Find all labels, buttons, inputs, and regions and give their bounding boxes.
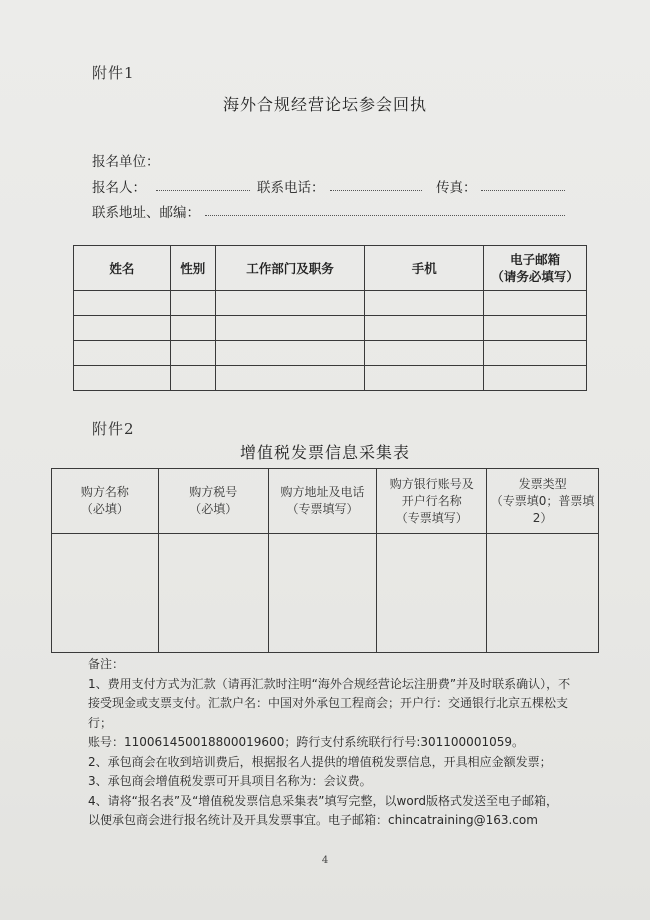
header-text: 购方名称 xyxy=(80,485,129,499)
cell-gender[interactable] xyxy=(170,341,215,366)
header-text: 购方银行账号及 xyxy=(389,476,474,491)
page-number: 4 xyxy=(321,855,329,866)
notes-line: 接受现金或支票支付。汇款户名：中国对外承包工程商会；开户行：交通银行北京五棵松支行； xyxy=(88,696,569,730)
cell-invoice-type[interactable] xyxy=(487,534,599,653)
table-row xyxy=(74,341,587,366)
invoice-table-header xyxy=(52,469,599,534)
header-email-title: 电子邮箱 xyxy=(510,252,561,267)
fax-blank-line[interactable] xyxy=(481,190,565,191)
notes-title: 备注： xyxy=(88,657,125,671)
notes-line: 账号：110061450018800019600；跨行支付系统联行行号:301100001059。 xyxy=(88,735,524,749)
cell-name[interactable] xyxy=(74,291,171,316)
cell-gender[interactable] xyxy=(170,366,215,391)
cell-name[interactable] xyxy=(74,341,171,366)
notes-line: 4、请将“报名表”及“增值税发票信息采集表”填写完整，以word版格式发送至电子邮箱， xyxy=(88,793,559,808)
header-note: （必填） xyxy=(189,502,238,516)
header-name: 姓名 xyxy=(74,246,171,291)
header-buyer-bank xyxy=(377,469,487,534)
cell-mobile[interactable] xyxy=(365,316,484,341)
header-mobile: 手机 xyxy=(365,246,484,291)
cell-gender[interactable] xyxy=(170,291,215,316)
cell-buyer-address-phone[interactable] xyxy=(268,534,377,653)
fax-field-label: 传真： xyxy=(436,180,477,196)
header-department: 工作部门及职务 xyxy=(215,246,365,291)
cell-department[interactable] xyxy=(215,366,365,391)
cell-buyer-tax-id[interactable] xyxy=(158,534,268,653)
person-field-label: 报名人： xyxy=(92,180,146,196)
cell-mobile[interactable] xyxy=(365,366,484,391)
header-note: （专票填写） xyxy=(286,502,359,516)
notes-line: 1、费用支付方式为汇款（请再汇款时注明“海外合规经营论坛注册费”并及时联系确认），不 xyxy=(88,676,571,691)
phone-field-label: 联系电话： xyxy=(257,180,325,196)
header-note: （必填） xyxy=(80,502,129,516)
table-row xyxy=(74,366,587,391)
header-invoice-type xyxy=(487,469,599,534)
address-field-label: 联系地址、邮编： xyxy=(92,205,200,221)
header-buyer-tax-id xyxy=(158,469,268,534)
registration-table xyxy=(73,245,587,391)
header-email xyxy=(484,246,587,291)
notes-line: 2、承包商会在收到培训费后，根据报名人提供的增值税发票信息，开具相应金额发票； xyxy=(88,754,552,769)
invoice-info-table xyxy=(51,468,599,653)
header-text: 购方地址及电话 xyxy=(280,485,365,499)
notes-line: 以便承包商会进行报名统计及开具发票事宜。电子邮箱：chincatraining@163.com xyxy=(88,813,538,827)
header-note: （专票填0；普票填 xyxy=(490,493,595,508)
attachment-2-label: 附件2 xyxy=(92,420,135,438)
address-blank-line[interactable] xyxy=(205,215,565,216)
header-note: 2） xyxy=(532,510,553,525)
attachment-1-label: 附件1 xyxy=(92,64,135,82)
cell-email[interactable] xyxy=(484,316,587,341)
header-buyer-name xyxy=(52,469,159,534)
table-row xyxy=(74,291,587,316)
registration-form-title: 海外合规经营论坛参会回执 xyxy=(222,95,427,114)
cell-mobile[interactable] xyxy=(365,341,484,366)
header-email-note: （请务必填写） xyxy=(491,269,579,284)
header-note: （专票填写） xyxy=(395,510,468,525)
cell-buyer-name[interactable] xyxy=(52,534,159,653)
unit-field-label: 报名单位： xyxy=(92,154,160,170)
cell-department[interactable] xyxy=(215,316,365,341)
header-text: 购方税号 xyxy=(189,485,238,499)
notes-line: 3、承包商会增值税发票可开具项目名称为：会议费。 xyxy=(88,774,372,788)
header-text: 发票类型 xyxy=(518,476,567,491)
registration-table-header xyxy=(74,246,587,291)
notes-section xyxy=(88,655,588,831)
phone-blank-line[interactable] xyxy=(330,190,422,191)
header-gender: 性别 xyxy=(170,246,215,291)
cell-department[interactable] xyxy=(215,291,365,316)
header-text: 开户行名称 xyxy=(401,493,462,508)
cell-email[interactable] xyxy=(484,291,587,316)
cell-email[interactable] xyxy=(484,341,587,366)
cell-name[interactable] xyxy=(74,316,171,341)
person-blank-line[interactable] xyxy=(156,190,250,191)
invoice-form-title: 增值税发票信息采集表 xyxy=(239,443,410,462)
header-buyer-address-phone xyxy=(268,469,377,534)
cell-email[interactable] xyxy=(484,366,587,391)
cell-buyer-bank[interactable] xyxy=(377,534,487,653)
cell-mobile[interactable] xyxy=(365,291,484,316)
cell-gender[interactable] xyxy=(170,316,215,341)
cell-department[interactable] xyxy=(215,341,365,366)
table-row xyxy=(52,534,599,653)
table-row xyxy=(74,316,587,341)
cell-name[interactable] xyxy=(74,366,171,391)
